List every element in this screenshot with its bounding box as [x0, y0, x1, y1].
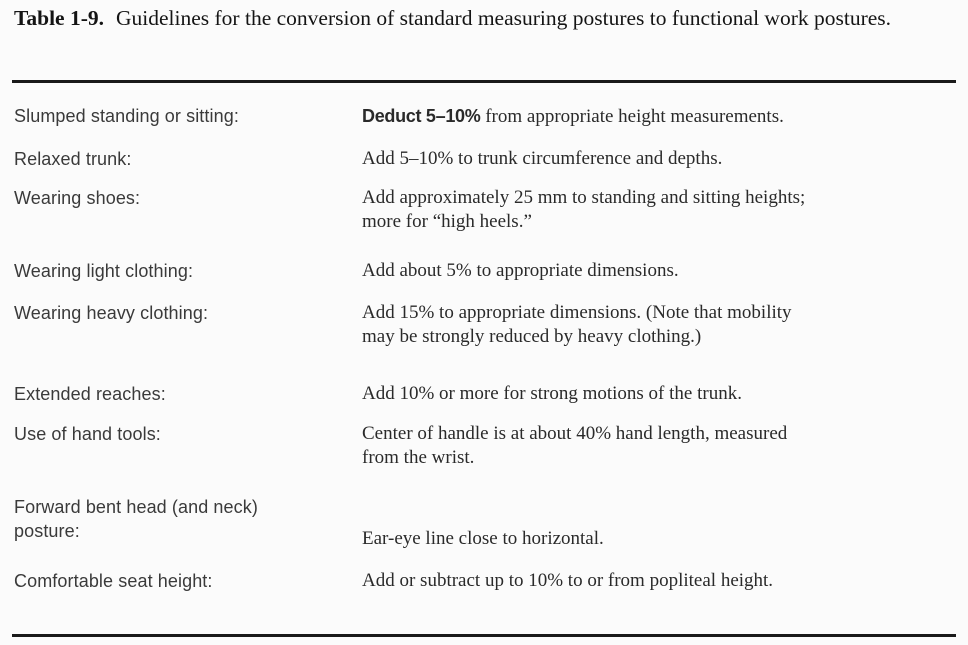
table-label: Table 1-9.	[14, 6, 104, 30]
row-guideline: Add 5–10% to trunk circumference and depths.	[362, 148, 723, 169]
table-title: Guidelines for the conversion of standard measuring postures to functional work postures.	[116, 6, 892, 30]
row-term: Comfortable seat height:	[14, 571, 213, 591]
row-guideline: Add or subtract up to 10% to or from popliteal height.	[362, 570, 774, 591]
row-guideline	[362, 104, 937, 129]
row-guideline-emphasis: Deduct 5–10%	[362, 106, 481, 126]
row-term: Relaxed trunk:	[14, 149, 132, 169]
row-guideline-line: Add approximately 25 mm to standing and sitting heights;	[362, 187, 806, 208]
row-guideline	[362, 422, 937, 470]
row-term-line: posture:	[14, 521, 80, 541]
row-term: Slumped standing or sitting:	[14, 106, 239, 126]
row-guideline: Add about 5% to appropriate dimensions.	[362, 260, 679, 281]
row-guideline-line: Center of handle is at about 40% hand length, measured	[362, 423, 788, 444]
row-term: Wearing light clothing:	[14, 261, 194, 281]
row-term	[14, 495, 334, 543]
row-guideline	[362, 301, 937, 349]
row-guideline-line: Add 15% to appropriate dimensions. (Note that mobility	[362, 302, 792, 323]
row-term: Use of hand tools:	[14, 424, 161, 444]
bottom-rule	[12, 634, 956, 637]
row-guideline-line: may be strongly reduced by heavy clothing.)	[362, 326, 702, 347]
row-term-line: Forward bent head (and neck)	[14, 497, 258, 517]
row-guideline-line: from the wrist.	[362, 447, 475, 468]
row-guideline: Add 10% or more for strong motions of the trunk.	[362, 383, 742, 404]
row-term: Wearing heavy clothing:	[14, 303, 209, 323]
row-term: Wearing shoes:	[14, 188, 141, 208]
row-term: Extended reaches:	[14, 384, 166, 404]
row-guideline	[362, 186, 937, 234]
row-guideline: Ear-eye line close to horizontal.	[362, 528, 604, 549]
row-guideline-text: from appropriate height measurements.	[480, 106, 784, 127]
row-guideline-line: more for “high heels.”	[362, 211, 532, 232]
